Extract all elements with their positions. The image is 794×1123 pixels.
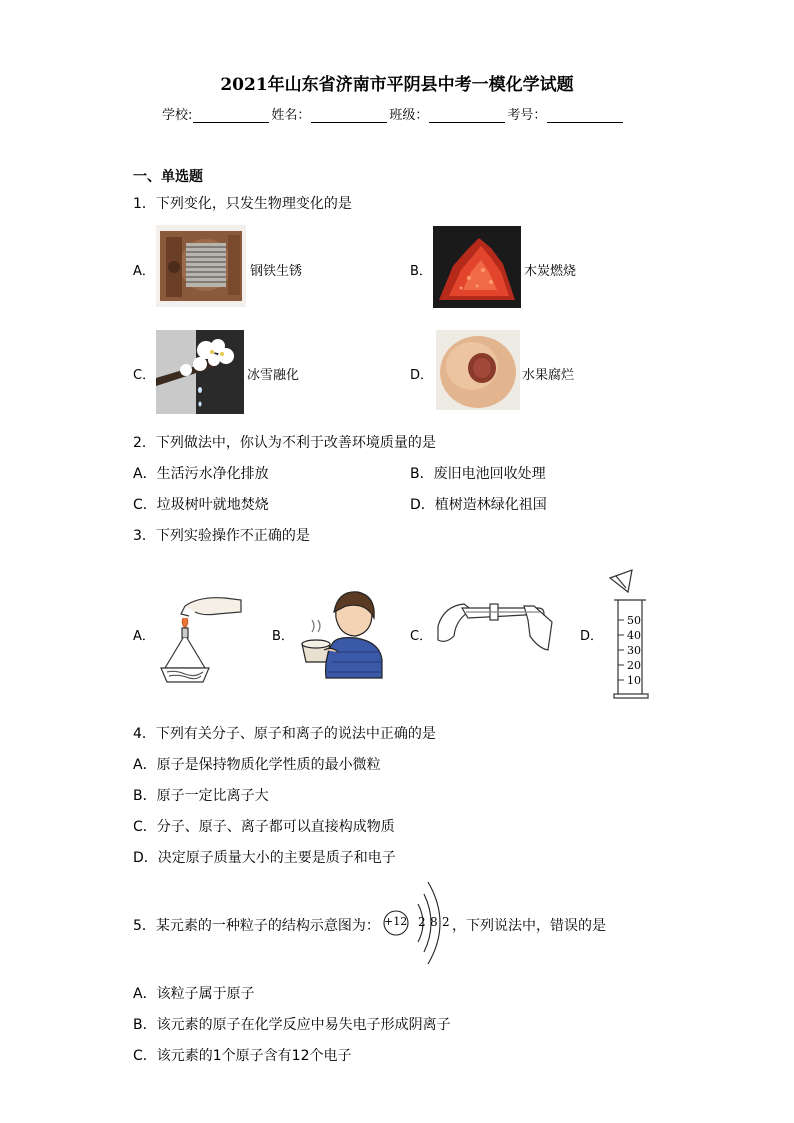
q3-option-a-label: A． <box>133 629 155 644</box>
q2-option-d-label: D． <box>410 497 435 513</box>
student-info-line <box>162 104 625 123</box>
q3-option-b-label: B． <box>272 629 294 644</box>
class-blank[interactable] <box>429 108 505 123</box>
rotten-fruit-image <box>436 330 520 410</box>
name-label: 姓名： <box>271 108 311 123</box>
cylinder-mark-20: 20 <box>627 659 641 672</box>
q4-option-d: D．决定原子质量大小的主要是质子和电子 <box>133 850 396 866</box>
atomic-structure-diagram <box>380 876 452 968</box>
q2-option-c-text: 垃圾树叶就地焚烧 <box>156 497 269 513</box>
electron-shell-3: 2 <box>442 915 450 929</box>
school-blank[interactable] <box>193 108 269 123</box>
number-blank[interactable] <box>547 108 623 123</box>
q4-option-a: A．原子是保持物质化学性质的最小微粒 <box>133 757 381 773</box>
q1-option-d-text: 水果腐烂 <box>522 368 575 383</box>
q2-option-a-text: 生活污水净化排放 <box>156 466 269 482</box>
q5-option-b: B．该元素的原子在化学反应中易失电子形成阴离子 <box>133 1017 451 1033</box>
q5-stem-end: ，下列说法中，错误的是 <box>452 918 606 934</box>
number-label: 考号： <box>507 108 547 123</box>
cylinder-mark-40: 40 <box>627 629 641 642</box>
q1-option-c-label: C． <box>133 368 156 383</box>
q1-option-b-text: 木炭燃烧 <box>524 264 577 279</box>
q2-option-a-label: A． <box>133 466 157 482</box>
nucleus-charge: +12 <box>384 915 408 928</box>
section-heading: 一、单选题 <box>133 169 203 185</box>
q4-option-b: B．原子一定比离子大 <box>133 788 269 804</box>
q2-option-c-label: C． <box>133 497 157 513</box>
cylinder-mark-50: 50 <box>627 614 641 627</box>
electron-shell-1: 2 <box>418 915 426 929</box>
q1-stem: 1．下列变化，只发生物理变化的是 <box>133 196 352 212</box>
electron-shell-2: 8 <box>430 915 438 929</box>
q1-option-a-text: 钢铁生锈 <box>250 264 303 279</box>
q5-stem-start: 5．某元素的一种粒子的结构示意图为： <box>133 918 380 934</box>
q4-option-c: C．分子、原子、离子都可以直接构成物质 <box>133 819 395 835</box>
q5-option-c: C．该元素的1个原子含有12个电子 <box>133 1048 352 1064</box>
q3-stem: 3．下列实验操作不正确的是 <box>133 528 310 544</box>
q2-option-d-text: 植树造林绿化祖国 <box>434 497 547 513</box>
q1-option-d-label: D． <box>410 368 434 383</box>
q1-option-a-label: A． <box>133 264 155 279</box>
exam-title: 2021年山东省济南市平阴县中考一模化学试题 <box>220 75 574 95</box>
q2-option-b <box>410 463 546 483</box>
q4-stem: 4．下列有关分子、原子和离子的说法中正确的是 <box>133 726 436 742</box>
graduated-cylinder-illustration <box>602 568 654 702</box>
q3-option-c-label: C． <box>410 629 433 644</box>
q2-option-b-label: B． <box>410 466 434 482</box>
q2-stem: 2．下列做法中，你认为不利于改善环境质量的是 <box>133 435 436 451</box>
school-label: 学校: <box>162 108 193 123</box>
test-tube-heating-illustration <box>434 596 556 658</box>
name-blank[interactable] <box>311 108 387 123</box>
burning-charcoal-image <box>433 226 521 308</box>
q5-option-a: A．该粒子属于原子 <box>133 986 255 1002</box>
q2-option-c <box>133 494 269 514</box>
cylinder-scale <box>627 613 641 688</box>
cylinder-mark-10: 10 <box>627 674 641 687</box>
melting-snow-image <box>156 330 244 414</box>
q1-option-b-label: B． <box>410 264 432 279</box>
alcohol-lamp-illustration <box>155 588 245 688</box>
q2-option-a <box>133 463 269 483</box>
q2-option-b-text: 废旧电池回收处理 <box>433 466 546 482</box>
rusty-winch-image <box>156 225 246 307</box>
class-label: 班级： <box>389 108 429 123</box>
q2-option-d <box>410 494 547 514</box>
q3-option-d-label: D． <box>580 629 604 644</box>
q1-option-c-text: 冰雪融化 <box>247 368 300 383</box>
cylinder-mark-30: 30 <box>627 644 641 657</box>
smelling-gas-illustration <box>296 588 384 680</box>
